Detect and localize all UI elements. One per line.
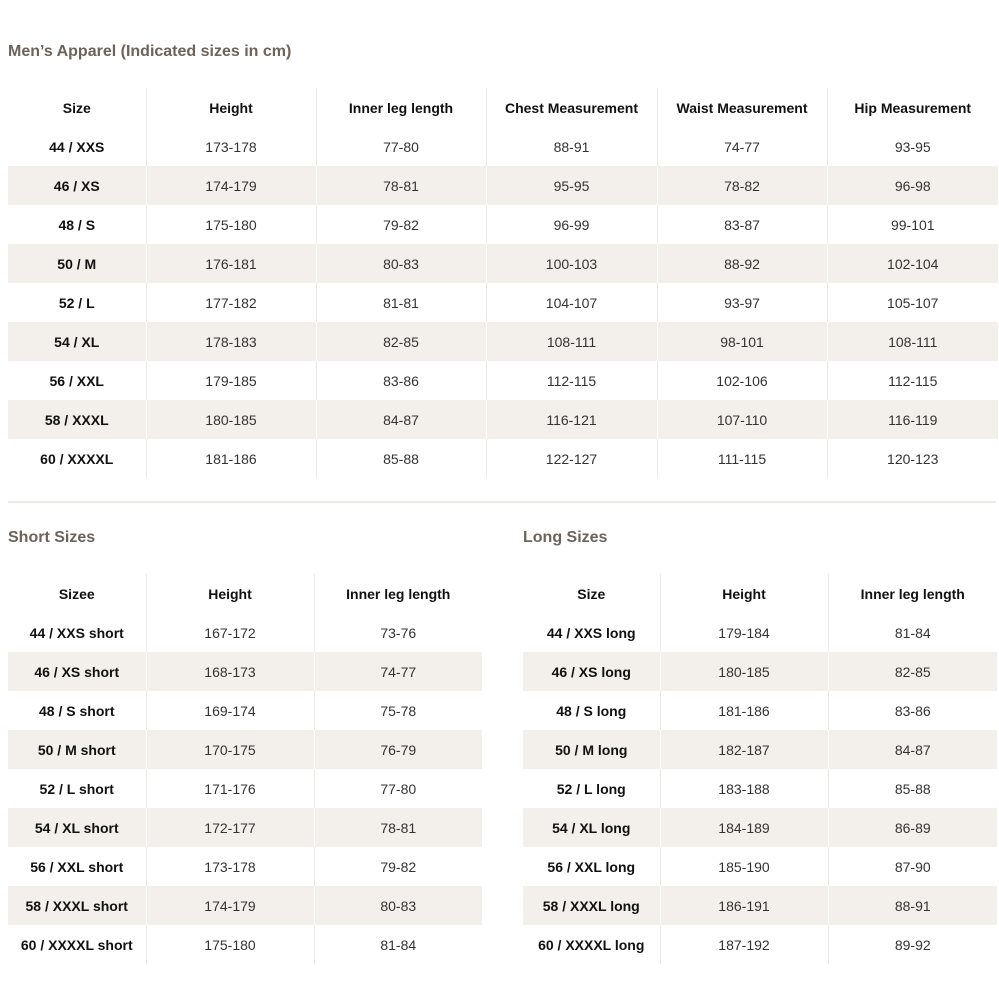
size-cell: 54 / XL short <box>8 808 146 847</box>
table-row <box>8 400 998 439</box>
column-header-height: Height <box>660 574 828 613</box>
chest-cell: 122-127 <box>486 439 657 478</box>
height-cell: 181-186 <box>660 691 828 730</box>
waist-cell: 74-77 <box>657 127 827 166</box>
table-row <box>523 652 997 691</box>
height-cell: 178-183 <box>146 322 316 361</box>
inner-leg-cell: 81-84 <box>380 936 417 953</box>
column-header-height: Height <box>146 574 314 613</box>
inner-leg-cell: 85-88 <box>894 780 931 797</box>
size-cell: 48 / S <box>8 205 146 244</box>
size-cell: 56 / XXL <box>8 361 146 400</box>
height-cell: 185-190 <box>660 847 828 886</box>
chest-cell: 112-115 <box>486 361 657 400</box>
table-row <box>8 730 482 769</box>
table-row <box>8 886 482 925</box>
height-cell: 173-178 <box>146 847 314 886</box>
height-cell: 179-185 <box>146 361 316 400</box>
table-header-row <box>8 574 482 613</box>
inner-leg-cell: 74-77 <box>314 652 482 691</box>
table-row <box>523 769 997 808</box>
height-cell: 179-184 <box>660 613 828 652</box>
height-cell: 175-180 <box>146 925 314 964</box>
inner-leg-cell: 85-88 <box>316 439 486 478</box>
height-cell: 169-174 <box>146 691 314 730</box>
size-cell: 48 / S long <box>523 691 660 730</box>
height-cell: 174-179 <box>146 886 314 925</box>
size-cell: 58 / XXXL short <box>8 886 146 925</box>
size-cell: 52 / L <box>8 283 146 322</box>
size-cell: 52 / L short <box>8 769 146 808</box>
table-row <box>523 847 997 886</box>
table-row <box>8 613 482 652</box>
waist-cell: 88-92 <box>657 244 827 283</box>
inner-leg-cell: 76-79 <box>314 730 482 769</box>
column-header-size: Size <box>8 88 146 127</box>
size-cell: 60 / XXXXL long <box>523 925 660 964</box>
chest-cell: 88-91 <box>486 127 657 166</box>
table-row <box>8 205 998 244</box>
height-cell: 177-182 <box>146 283 316 322</box>
waist-cell: 98-101 <box>657 322 827 361</box>
chest-cell: 96-99 <box>486 205 657 244</box>
table-row <box>8 283 998 322</box>
size-cell: 60 / XXXXL <box>8 439 146 478</box>
column-header-height: Height <box>146 88 316 127</box>
size-cell: 54 / XL long <box>523 808 660 847</box>
table-row <box>8 166 998 205</box>
inner-leg-cell: 75-78 <box>380 702 417 719</box>
table-row <box>8 361 998 400</box>
height-cell: 183-188 <box>660 769 828 808</box>
height-cell: 173-178 <box>146 127 316 166</box>
inner-leg-cell: 78-81 <box>314 808 482 847</box>
size-cell: 58 / XXXL <box>8 400 146 439</box>
column-header-inner-leg: Inner leg length <box>860 585 965 602</box>
waist-cell: 111-115 <box>657 439 827 478</box>
inner-leg-cell: 84-87 <box>828 730 997 769</box>
table-header-row <box>8 88 998 127</box>
table-row <box>523 886 997 925</box>
table-row <box>8 322 998 361</box>
height-cell: 167-172 <box>146 613 314 652</box>
inner-leg-cell: 77-80 <box>316 127 486 166</box>
size-cell: 54 / XL <box>8 322 146 361</box>
height-cell: 180-185 <box>660 652 828 691</box>
chest-cell: 95-95 <box>486 166 657 205</box>
size-cell: 56 / XXL long <box>523 847 660 886</box>
inner-leg-cell: 81-81 <box>316 283 486 322</box>
size-cell: 60 / XXXXL short <box>8 925 146 964</box>
table-row <box>523 730 997 769</box>
inner-leg-cell: 83-86 <box>316 361 486 400</box>
waist-cell: 107-110 <box>657 400 827 439</box>
size-cell: 44 / XXS long <box>523 613 660 652</box>
inner-leg-cell: 77-80 <box>380 780 417 797</box>
height-cell: 182-187 <box>660 730 828 769</box>
height-cell: 184-189 <box>660 808 828 847</box>
height-cell: 181-186 <box>146 439 316 478</box>
hip-cell: 120-123 <box>887 450 939 467</box>
waist-cell: 83-87 <box>657 205 827 244</box>
waist-cell: 78-82 <box>657 166 827 205</box>
long-size-table <box>523 574 997 964</box>
size-cell: 50 / M <box>8 244 146 283</box>
table-row <box>523 808 997 847</box>
short-size-table <box>8 574 482 964</box>
size-cell: 58 / XXXL long <box>523 886 660 925</box>
short-sizes-title: Short Sizes <box>8 529 96 546</box>
column-header-size: Size <box>523 574 660 613</box>
column-header-waist: Waist Measurement <box>657 88 827 127</box>
section-divider <box>8 501 996 503</box>
table-row <box>8 439 998 478</box>
height-cell: 170-175 <box>146 730 314 769</box>
inner-leg-cell: 86-89 <box>828 808 997 847</box>
height-cell: 174-179 <box>146 166 316 205</box>
size-cell: 52 / L long <box>523 769 660 808</box>
size-cell: 44 / XXS <box>8 127 146 166</box>
table-row <box>523 691 997 730</box>
height-cell: 180-185 <box>146 400 316 439</box>
size-cell: 46 / XS short <box>8 652 146 691</box>
inner-leg-cell: 82-85 <box>828 652 997 691</box>
hip-cell: 99-101 <box>890 216 935 233</box>
mens-apparel-title: Men’s Apparel (Indicated sizes in cm) <box>8 43 292 60</box>
hip-cell: 116-119 <box>827 400 998 439</box>
hip-cell: 93-95 <box>894 138 931 155</box>
table-row <box>8 244 998 283</box>
size-cell: 46 / XS long <box>523 652 660 691</box>
hip-cell: 102-104 <box>827 244 998 283</box>
hip-cell: 105-107 <box>887 294 939 311</box>
mens-size-table <box>8 88 998 478</box>
inner-leg-cell: 89-92 <box>894 936 931 953</box>
inner-leg-cell: 80-83 <box>316 244 486 283</box>
size-cell: 50 / M short <box>8 730 146 769</box>
inner-leg-cell: 83-86 <box>894 702 931 719</box>
column-header-size: Sizee <box>8 574 146 613</box>
table-row <box>8 769 482 808</box>
column-header-inner-leg: Inner leg length <box>346 585 451 602</box>
inner-leg-cell: 81-84 <box>894 624 931 641</box>
height-cell: 168-173 <box>146 652 314 691</box>
size-cell: 46 / XS <box>8 166 146 205</box>
hip-cell: 96-98 <box>827 166 998 205</box>
hip-cell: 108-111 <box>827 322 998 361</box>
chest-cell: 100-103 <box>486 244 657 283</box>
height-cell: 172-177 <box>146 808 314 847</box>
table-row <box>8 925 482 964</box>
height-cell: 186-191 <box>660 886 828 925</box>
height-cell: 175-180 <box>146 205 316 244</box>
inner-leg-cell: 87-90 <box>894 858 931 875</box>
inner-leg-cell: 78-81 <box>316 166 486 205</box>
inner-leg-cell: 84-87 <box>316 400 486 439</box>
height-cell: 171-176 <box>146 769 314 808</box>
chest-cell: 116-121 <box>486 400 657 439</box>
table-row <box>8 127 998 166</box>
chest-cell: 108-111 <box>486 322 657 361</box>
size-cell: 56 / XXL short <box>8 847 146 886</box>
inner-leg-cell: 79-82 <box>316 205 486 244</box>
chest-cell: 104-107 <box>486 283 657 322</box>
table-row <box>8 808 482 847</box>
table-row <box>8 847 482 886</box>
size-cell: 44 / XXS short <box>8 613 146 652</box>
height-cell: 187-192 <box>660 925 828 964</box>
inner-leg-cell: 82-85 <box>316 322 486 361</box>
size-cell: 50 / M long <box>523 730 660 769</box>
table-row <box>8 652 482 691</box>
inner-leg-cell: 79-82 <box>380 858 417 875</box>
long-sizes-title: Long Sizes <box>523 529 608 546</box>
table-row <box>523 613 997 652</box>
size-cell: 48 / S short <box>8 691 146 730</box>
inner-leg-cell: 80-83 <box>314 886 482 925</box>
hip-cell: 112-115 <box>888 372 938 389</box>
table-header-row <box>523 574 997 613</box>
inner-leg-cell: 88-91 <box>828 886 997 925</box>
table-row <box>523 925 997 964</box>
height-cell: 176-181 <box>146 244 316 283</box>
table-row <box>8 691 482 730</box>
column-header-hip: Hip Measurement <box>854 99 972 116</box>
inner-leg-cell: 73-76 <box>380 624 417 641</box>
column-header-chest: Chest Measurement <box>486 88 657 127</box>
column-header-inner-leg: Inner leg length <box>316 88 486 127</box>
waist-cell: 93-97 <box>657 283 827 322</box>
waist-cell: 102-106 <box>657 361 827 400</box>
